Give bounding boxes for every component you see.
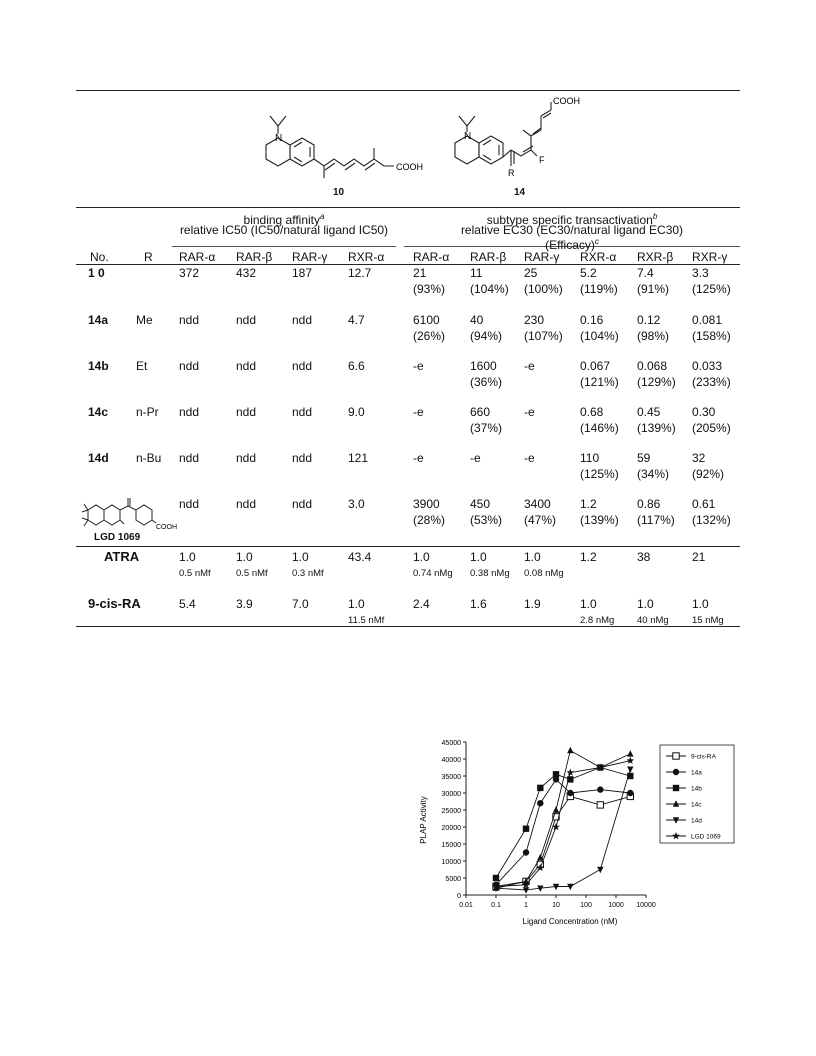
cell-rar-gamma-trans-value: 1.9 xyxy=(524,597,541,611)
legend-marker-14b xyxy=(673,785,679,791)
cell-rxr-alpha-binding-value: 4.7 xyxy=(348,313,365,327)
chart-x-tick-label: 10 xyxy=(552,902,560,909)
cell-rar-alpha-trans-detail: (28%) xyxy=(413,513,446,527)
cell-rxr-alpha-trans-value: 1.2 xyxy=(580,550,597,564)
cell-rar-beta-trans-value: 450 xyxy=(470,497,491,511)
col-header-rar-gamma-binding: RAR-γ xyxy=(292,250,328,264)
compound-10-cooh: COOH xyxy=(396,162,423,172)
chart-x-tick-label: 0.1 xyxy=(491,902,501,909)
lgd-1069-label: LGD 1069 xyxy=(94,532,141,543)
compound-14-r: R xyxy=(508,168,515,178)
cell-rar-beta-trans-value: 1.6 xyxy=(470,597,487,611)
cell-rar-gamma-trans-value: 1.0 xyxy=(524,550,541,564)
cell-rxr-beta-trans-detail: (98%) xyxy=(637,329,670,343)
cell-rxr-beta-trans-value: 0.068 xyxy=(637,359,668,373)
cell-rxr-alpha-trans-detail: (121%) xyxy=(580,375,619,389)
cell-rar-gamma-binding-value: ndd xyxy=(292,405,313,419)
cell-rxr-alpha-binding-value: 9.0 xyxy=(348,405,365,419)
cell-rxr-alpha-trans-value: 0.16 xyxy=(580,313,604,327)
cell-rar-gamma-binding-value: 7.0 xyxy=(292,597,309,611)
cell-rar-beta-binding-value: 1.0 xyxy=(236,550,253,564)
cell-rxr-gamma-trans-value: 21 xyxy=(692,550,706,564)
cell-rar-beta-binding-value: ndd xyxy=(236,359,257,373)
row-compound-no: 1 0 xyxy=(88,266,105,280)
chart-y-tick-label: 10000 xyxy=(441,859,461,866)
cell-rxr-alpha-trans-detail: (139%) xyxy=(580,513,619,527)
cell-rar-gamma-binding-value: ndd xyxy=(292,359,313,373)
legend-label-lgd-1069: LGD 1069 xyxy=(691,833,721,841)
cell-rxr-beta-trans-detail: 40 nMg xyxy=(637,615,669,626)
cell-rar-gamma-trans-detail: (47%) xyxy=(524,513,557,527)
chart-y-tick-label: 5000 xyxy=(445,876,461,883)
cell-rar-alpha-trans-value: 2.4 xyxy=(413,597,430,611)
cell-rar-beta-trans-value: 1.0 xyxy=(470,550,487,564)
col-header-rar-beta-binding: RAR-β xyxy=(236,250,273,264)
point-14b xyxy=(553,771,559,777)
cell-rar-beta-trans-detail: (94%) xyxy=(470,329,503,343)
table-top-rule xyxy=(76,207,740,208)
cell-rxr-gamma-trans-value: 32 xyxy=(692,451,706,465)
cell-rar-alpha-trans-value: -e xyxy=(413,451,424,465)
series-line-9-cis-ra xyxy=(496,796,630,886)
table-bottom-rule xyxy=(76,626,740,627)
chart-x-tick-label: 1000 xyxy=(608,902,624,909)
cell-rar-beta-trans-detail: (36%) xyxy=(470,375,503,389)
cell-rar-gamma-trans-value: 3400 xyxy=(524,497,551,511)
cell-rar-gamma-binding-value: ndd xyxy=(292,451,313,465)
cell-rxr-alpha-binding-detail: 11.5 nMf xyxy=(348,615,385,626)
row-r-substituent: Et xyxy=(136,359,148,373)
cell-rar-beta-binding-value: 432 xyxy=(236,266,257,280)
binding-affinity-subheader: relative IC50 (IC50/natural ligand IC50) xyxy=(179,223,389,237)
cell-rxr-alpha-binding-value: 1.0 xyxy=(348,597,365,611)
chart-y-tick-label: 30000 xyxy=(441,791,461,798)
cell-rar-gamma-trans-value: -e xyxy=(524,405,535,419)
compound-14-f: F xyxy=(539,155,545,165)
row-compound-no: 14b xyxy=(88,359,109,373)
cell-rar-beta-trans-detail: 0.38 nMg xyxy=(470,568,510,579)
chart-x-tick-label: 0.01 xyxy=(459,902,473,909)
col-header-rar-gamma-trans: RAR-γ xyxy=(524,250,560,264)
cell-rar-gamma-trans-detail: 0.08 nMg xyxy=(524,568,564,579)
cell-rar-alpha-trans-value: -e xyxy=(413,405,424,419)
col-header-r: R xyxy=(144,250,153,264)
svg-text:N: N xyxy=(464,131,472,142)
cell-rar-beta-trans-detail: (104%) xyxy=(470,282,509,296)
cell-rar-gamma-trans-value: 25 xyxy=(524,266,538,280)
cell-rxr-gamma-trans-detail: 15 nMg xyxy=(692,615,724,626)
legend-marker-14a xyxy=(673,769,679,775)
row-r-substituent: n-Bu xyxy=(136,451,162,465)
cell-rxr-gamma-trans-value: 0.30 xyxy=(692,405,716,419)
transactivation-subheader: relative EC30 (EC30/natural ligand EC30) xyxy=(460,223,684,237)
legend-label-14b: 14b xyxy=(691,785,702,793)
cell-rar-alpha-binding-value: ndd xyxy=(179,497,200,511)
cell-rar-beta-binding-value: ndd xyxy=(236,313,257,327)
cell-rar-alpha-trans-detail: (93%) xyxy=(413,282,446,296)
cell-rxr-beta-trans-value: 0.86 xyxy=(637,497,661,511)
cell-rar-beta-binding-value: ndd xyxy=(236,497,257,511)
cell-rar-gamma-trans-detail: (107%) xyxy=(524,329,563,343)
cell-rxr-beta-trans-value: 59 xyxy=(637,451,651,465)
legend-label-14a: 14a xyxy=(691,769,702,777)
atra-separator-rule xyxy=(76,546,740,547)
cell-rar-beta-trans-value: 40 xyxy=(470,313,484,327)
col-header-rar-alpha-binding: RAR-α xyxy=(179,250,216,264)
compound-14-label: 14 xyxy=(514,187,526,198)
point-14d xyxy=(627,767,633,773)
cell-rar-gamma-binding-value: ndd xyxy=(292,313,313,327)
cell-rxr-gamma-trans-detail: (158%) xyxy=(692,329,731,343)
top-rule xyxy=(76,90,740,91)
cell-rar-alpha-binding-value: 5.4 xyxy=(179,597,196,611)
cell-rar-beta-trans-value: 1600 xyxy=(470,359,497,373)
point-14c xyxy=(567,747,573,753)
row-r-substituent: n-Pr xyxy=(136,405,159,419)
cell-rar-alpha-binding-value: 1.0 xyxy=(179,550,196,564)
cell-rxr-beta-trans-detail: (117%) xyxy=(637,513,675,527)
chart-y-axis-label: PLAP Activity xyxy=(419,796,428,844)
svg-text:N: N xyxy=(275,133,283,144)
series-line-14b xyxy=(496,768,630,879)
point-lgd-1069 xyxy=(627,757,635,764)
compound-10-label: 10 xyxy=(333,187,345,198)
series-line-14d xyxy=(496,769,630,890)
legend-label-9-cis-ra: 9-cis-RA xyxy=(691,753,716,761)
header-bottom-rule xyxy=(76,264,740,265)
cell-rxr-gamma-trans-value: 0.033 xyxy=(692,359,723,373)
legend-label-14c: 14c xyxy=(691,801,702,809)
col-header-no: No. xyxy=(90,250,109,264)
lgd-1069-structure xyxy=(80,496,180,532)
compound-14-cooh: COOH xyxy=(553,96,580,106)
cell-rxr-gamma-trans-value: 0.081 xyxy=(692,313,723,327)
cell-rar-alpha-trans-detail: 0.74 nMg xyxy=(413,568,453,579)
cell-rxr-gamma-trans-detail: (132%) xyxy=(692,513,731,527)
point-14d xyxy=(567,884,573,890)
cell-rar-gamma-trans-detail: (100%) xyxy=(524,282,563,296)
cell-rar-beta-trans-value: -e xyxy=(470,451,481,465)
point-14a xyxy=(627,790,633,796)
cell-rxr-alpha-trans-value: 1.0 xyxy=(580,597,597,611)
legend-marker-14c xyxy=(673,800,679,806)
cell-rxr-alpha-trans-value: 1.2 xyxy=(580,497,597,511)
efficacy-subheader: (Efficacy)$^c$ xyxy=(545,237,599,252)
chart-y-tick-label: 35000 xyxy=(441,774,461,781)
cell-rar-alpha-binding-value: ndd xyxy=(179,313,200,327)
point-14a xyxy=(537,800,543,806)
cell-rar-gamma-binding-detail: 0.3 nMf xyxy=(292,568,324,579)
binding-group-rule xyxy=(172,246,396,247)
chart-y-tick-label: 20000 xyxy=(441,825,461,832)
cell-rxr-beta-trans-value: 1.0 xyxy=(637,597,654,611)
cell-rxr-beta-trans-detail: (91%) xyxy=(637,282,670,296)
cell-rxr-gamma-trans-value: 0.61 xyxy=(692,497,716,511)
cell-rxr-beta-trans-value: 7.4 xyxy=(637,266,654,280)
legend-marker-9-cis-ra xyxy=(673,753,679,759)
cell-rxr-beta-trans-detail: (139%) xyxy=(637,421,676,435)
point-14b xyxy=(537,785,543,791)
cell-rxr-alpha-binding-value: 43.4 xyxy=(348,550,372,564)
cell-rar-alpha-trans-detail: (26%) xyxy=(413,329,446,343)
cell-rar-gamma-binding-value: 1.0 xyxy=(292,550,309,564)
cell-rar-gamma-trans-value: -e xyxy=(524,451,535,465)
legend-marker-lgd-1069 xyxy=(672,832,680,839)
cell-rar-gamma-trans-value: 230 xyxy=(524,313,545,327)
compound-14-structure xyxy=(445,94,585,194)
cell-rar-beta-trans-detail: (37%) xyxy=(470,421,503,435)
cell-rar-alpha-binding-value: ndd xyxy=(179,359,200,373)
col-header-rxr-beta-trans: RXR-β xyxy=(637,250,674,264)
cell-rxr-alpha-binding-value: 6.6 xyxy=(348,359,365,373)
cell-rar-alpha-binding-detail: 0.5 nMf xyxy=(179,568,211,579)
cell-rar-beta-binding-detail: 0.5 nMf xyxy=(236,568,268,579)
chart-y-tick-label: 25000 xyxy=(441,808,461,815)
point-14d xyxy=(597,867,603,873)
cell-rar-alpha-binding-value: ndd xyxy=(179,405,200,419)
point-14d xyxy=(523,887,529,893)
cell-rxr-gamma-trans-value: 3.3 xyxy=(692,266,709,280)
col-header-rar-beta-trans: RAR-β xyxy=(470,250,507,264)
cell-rar-beta-trans-value: 660 xyxy=(470,405,491,419)
legend-marker-14d xyxy=(673,817,679,823)
cell-rxr-beta-trans-detail: (129%) xyxy=(637,375,676,389)
lgd-1069-cooh: COOH xyxy=(156,524,177,531)
point-14b xyxy=(493,875,499,881)
cell-rxr-alpha-trans-detail: (104%) xyxy=(580,329,619,343)
cell-rxr-alpha-trans-detail: (146%) xyxy=(580,421,619,435)
cell-rxr-alpha-trans-value: 0.067 xyxy=(580,359,611,373)
row-compound-no: 14a xyxy=(88,313,109,327)
chart-y-tick-label: 15000 xyxy=(441,842,461,849)
point-14a xyxy=(567,790,573,796)
cell-rxr-alpha-binding-value: 3.0 xyxy=(348,497,365,511)
cell-rar-beta-trans-value: 11 xyxy=(470,266,483,280)
point-lgd-1069 xyxy=(567,769,575,776)
cell-rar-alpha-trans-value: -e xyxy=(413,359,424,373)
binding-affinity-header: binding affinity$^a$ xyxy=(243,212,325,227)
row-compound-no: 14d xyxy=(88,451,109,465)
cell-rar-gamma-binding-value: 187 xyxy=(292,266,313,280)
col-header-rar-alpha-trans: RAR-α xyxy=(413,250,450,264)
cell-rar-gamma-trans-value: -e xyxy=(524,359,535,373)
chart-x-tick-label: 10000 xyxy=(636,902,656,909)
cell-rxr-alpha-trans-detail: 2.8 nMg xyxy=(580,615,615,626)
row-compound-no: ATRA xyxy=(104,549,140,564)
cell-rxr-alpha-trans-detail: (119%) xyxy=(580,282,618,296)
cell-rxr-alpha-binding-value: 121 xyxy=(348,451,369,465)
series-line-14c xyxy=(496,751,630,889)
chart-x-tick-label: 1 xyxy=(524,902,528,909)
cell-rar-beta-trans-detail: (53%) xyxy=(470,513,503,527)
point-14a xyxy=(597,786,603,792)
series-line-14a xyxy=(496,779,630,884)
chart-x-axis-label: Ligand Concentration (nM) xyxy=(522,917,618,926)
legend-label-14d: 14d xyxy=(691,817,702,825)
cell-rar-alpha-trans-value: 3900 xyxy=(413,497,440,511)
col-header-rxr-gamma-trans: RXR-γ xyxy=(692,250,728,264)
cell-rar-beta-binding-value: ndd xyxy=(236,451,257,465)
chart-y-tick-label: 45000 xyxy=(441,740,461,747)
cell-rxr-beta-trans-detail: (34%) xyxy=(637,467,670,481)
chart-y-tick-label: 40000 xyxy=(441,757,461,764)
row-compound-no: 14c xyxy=(88,405,109,419)
cell-rar-beta-binding-value: 3.9 xyxy=(236,597,253,611)
chart-y-tick-label: 0 xyxy=(457,893,461,900)
point-14b xyxy=(523,826,529,832)
transactivation-header: subtype specific transactivation$^b$ xyxy=(486,212,658,227)
cell-rar-alpha-trans-value: 1.0 xyxy=(413,550,430,564)
cell-rxr-gamma-trans-detail: (205%) xyxy=(692,421,731,435)
cell-rar-beta-binding-value: ndd xyxy=(236,405,257,419)
cell-rar-alpha-binding-value: 372 xyxy=(179,266,200,280)
cell-rxr-gamma-trans-detail: (92%) xyxy=(692,467,725,481)
row-r-substituent: Me xyxy=(136,313,153,327)
plap-activity-chart xyxy=(410,730,740,940)
cell-rxr-gamma-trans-value: 1.0 xyxy=(692,597,709,611)
chart-x-tick-label: 100 xyxy=(580,902,592,909)
point-9-cis-ra xyxy=(597,802,603,808)
col-header-rxr-alpha-binding: RXR-α xyxy=(348,250,385,264)
compound-10-structure xyxy=(250,108,423,198)
cell-rxr-alpha-trans-value: 0.68 xyxy=(580,405,604,419)
point-14a xyxy=(523,849,529,855)
cell-rxr-beta-trans-value: 0.12 xyxy=(637,313,661,327)
cell-rxr-beta-trans-value: 38 xyxy=(637,550,651,564)
cell-rxr-beta-trans-value: 0.45 xyxy=(637,405,661,419)
cell-rxr-alpha-trans-value: 110 xyxy=(580,451,600,465)
cell-rxr-alpha-trans-detail: (125%) xyxy=(580,467,619,481)
cell-rar-gamma-binding-value: ndd xyxy=(292,497,313,511)
cell-rxr-gamma-trans-detail: (125%) xyxy=(692,282,731,296)
cell-rar-alpha-binding-value: ndd xyxy=(179,451,200,465)
cell-rxr-alpha-trans-value: 5.2 xyxy=(580,266,597,280)
cell-rxr-gamma-trans-detail: (233%) xyxy=(692,375,731,389)
col-header-rxr-alpha-trans: RXR-α xyxy=(580,250,617,264)
cell-rar-alpha-trans-value: 21 xyxy=(413,266,427,280)
cell-rxr-alpha-binding-value: 12.7 xyxy=(348,266,372,280)
row-compound-no: 9-cis-RA xyxy=(88,596,141,611)
cell-rar-alpha-trans-value: 6100 xyxy=(413,313,440,327)
point-14c xyxy=(627,750,633,756)
point-14c xyxy=(553,806,559,812)
